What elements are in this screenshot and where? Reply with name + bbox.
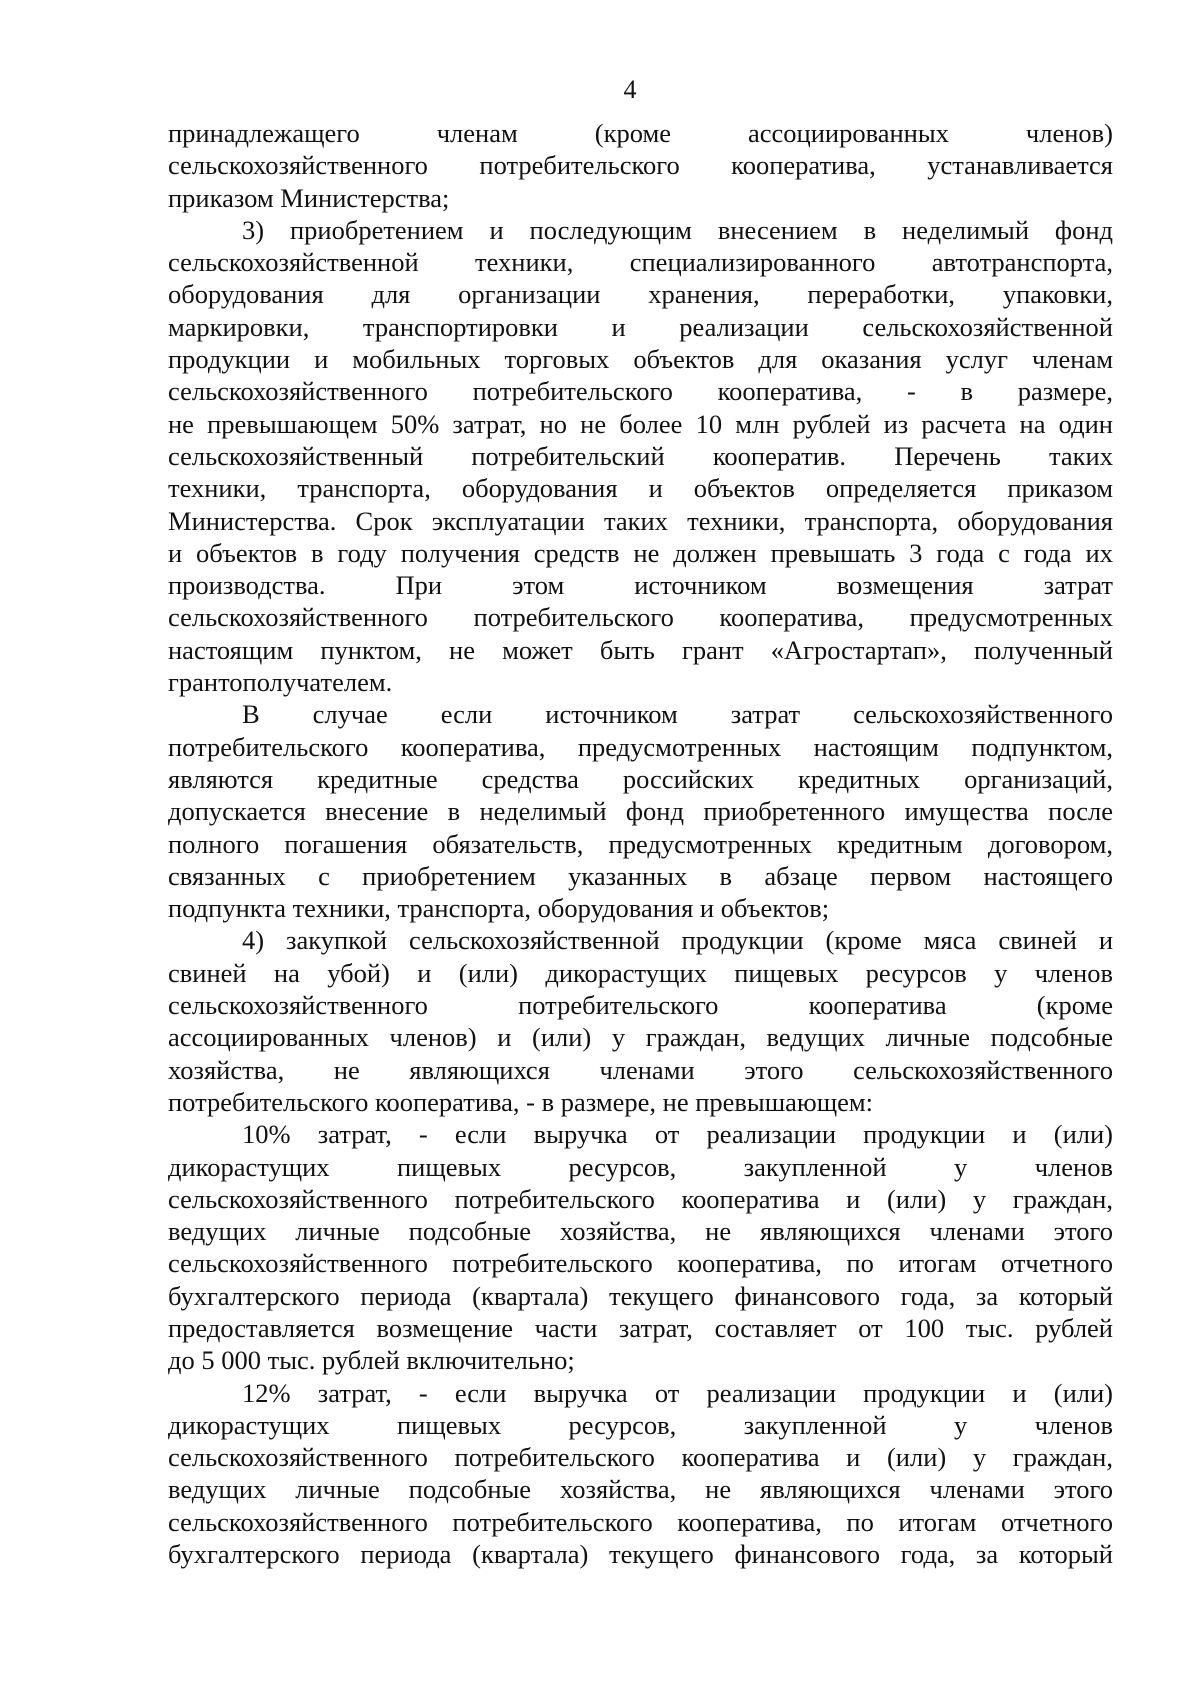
text-line: не превышающем 50% затрат, но не более 10 млн рублей из расчета на один	[168, 408, 1113, 439]
text-line: 10% затрат, - если выручка от реализации продукции и (или)	[242, 1119, 1113, 1150]
text-line: техники, транспорта, оборудования и объектов определяется приказом	[168, 473, 1113, 504]
text-line: до 5 000 тыс. рублей включительно;	[168, 1345, 575, 1376]
text-line: сельскохозяйственной техники, специализированного автотранспорта,	[168, 247, 1113, 278]
text-line: связанных с приобретением указанных в абзаце первом настоящего	[168, 860, 1113, 891]
text-line: сельскохозяйственный потребительский кооператив. Перечень таких	[168, 440, 1113, 471]
text-line: оборудования для организации хранения, переработки, упаковки,	[168, 279, 1113, 310]
text-line: сельскохозяйственного потребительского кооператива, - в размере,	[168, 376, 1113, 407]
text-line: 12% затрат, - если выручка от реализации продукции и (или)	[242, 1377, 1113, 1408]
text-line: предоставляется возмещение части затрат, составляет от 100 тыс. рублей	[168, 1312, 1113, 1343]
text-line: потребительского кооператива, предусмотренных настоящим подпунктом,	[168, 731, 1113, 762]
text-line: маркировки, транспортировки и реализации сельскохозяйственной	[168, 311, 1113, 342]
text-line: ассоциированных членов) и (или) у граждан, ведущих личные подсобные	[168, 1022, 1113, 1053]
text-line: настоящим пунктом, не может быть грант «Агростартап», полученный	[168, 634, 1113, 665]
document-body	[168, 117, 1113, 1570]
text-line: хозяйства, не являющихся членами этого сельскохозяйственного	[168, 1054, 1113, 1085]
text-line: приказом Министерства;	[168, 182, 450, 213]
text-line: и объектов в году получения средств не должен превышать 3 года с года их	[168, 537, 1113, 568]
text-line: 3) приобретением и последующим внесением в неделимый фонд	[242, 214, 1113, 245]
text-line: полного погашения обязательств, предусмотренных кредитным договором,	[168, 828, 1113, 859]
text-line: принадлежащего членам (кроме ассоциированных членов)	[168, 118, 1113, 148]
text-line: сельскохозяйственного потребительского кооператива и (или) у граждан,	[168, 1442, 1113, 1473]
text-line: сельскохозяйственного потребительского кооператива, предусмотренных	[168, 602, 1113, 633]
text-line: сельскохозяйственного потребительского кооператива, по итогам отчетного	[168, 1506, 1113, 1537]
text-line: сельскохозяйственного потребительского кооператива (кроме	[168, 990, 1113, 1021]
text-line: Министерства. Срок эксплуатации таких техники, транспорта, оборудования	[168, 505, 1113, 536]
text-line: производства. При этом источником возмещения затрат	[168, 570, 1113, 601]
text-line: дикорастущих пищевых ресурсов, закупленной у членов	[168, 1151, 1113, 1182]
text-line: потребительского кооператива, - в размере, не превышающем:	[168, 1086, 874, 1117]
page-number: 4	[623, 75, 637, 104]
text-line: ведущих личные подсобные хозяйства, не являющихся членами этого	[168, 1216, 1113, 1247]
text-line: сельскохозяйственного потребительского кооператива и (или) у граждан,	[168, 1183, 1113, 1214]
text-line: грантополучателем.	[168, 667, 393, 698]
text-line: сельскохозяйственного потребительского кооператива, по итогам отчетного	[168, 1248, 1113, 1279]
text-line: сельскохозяйственного потребительского кооператива, устанавливается	[168, 150, 1113, 181]
text-line: ведущих личные подсобные хозяйства, не являющихся членами этого	[168, 1474, 1113, 1505]
text-line: В случае если источником затрат сельскохозяйственного	[242, 699, 1113, 730]
text-line: допускается внесение в неделимый фонд приобретенного имущества после	[168, 796, 1113, 827]
text-line: являются кредитные средства российских кредитных организаций,	[168, 763, 1113, 794]
text-line: 4) закупкой сельскохозяйственной продукции (кроме мяса свиней и	[242, 925, 1113, 956]
text-line: бухгалтерского периода (квартала) текущего финансового года, за который	[168, 1539, 1113, 1570]
text-line: свиней на убой) и (или) дикорастущих пищевых ресурсов у членов	[168, 957, 1113, 988]
text-line: бухгалтерского периода (квартала) текущего финансового года, за который	[168, 1280, 1113, 1311]
text-line: продукции и мобильных торговых объектов для оказания услуг членам	[168, 344, 1113, 375]
text-line: дикорастущих пищевых ресурсов, закупленной у членов	[168, 1409, 1113, 1440]
text-line: подпункта техники, транспорта, оборудования и объектов;	[168, 893, 830, 924]
